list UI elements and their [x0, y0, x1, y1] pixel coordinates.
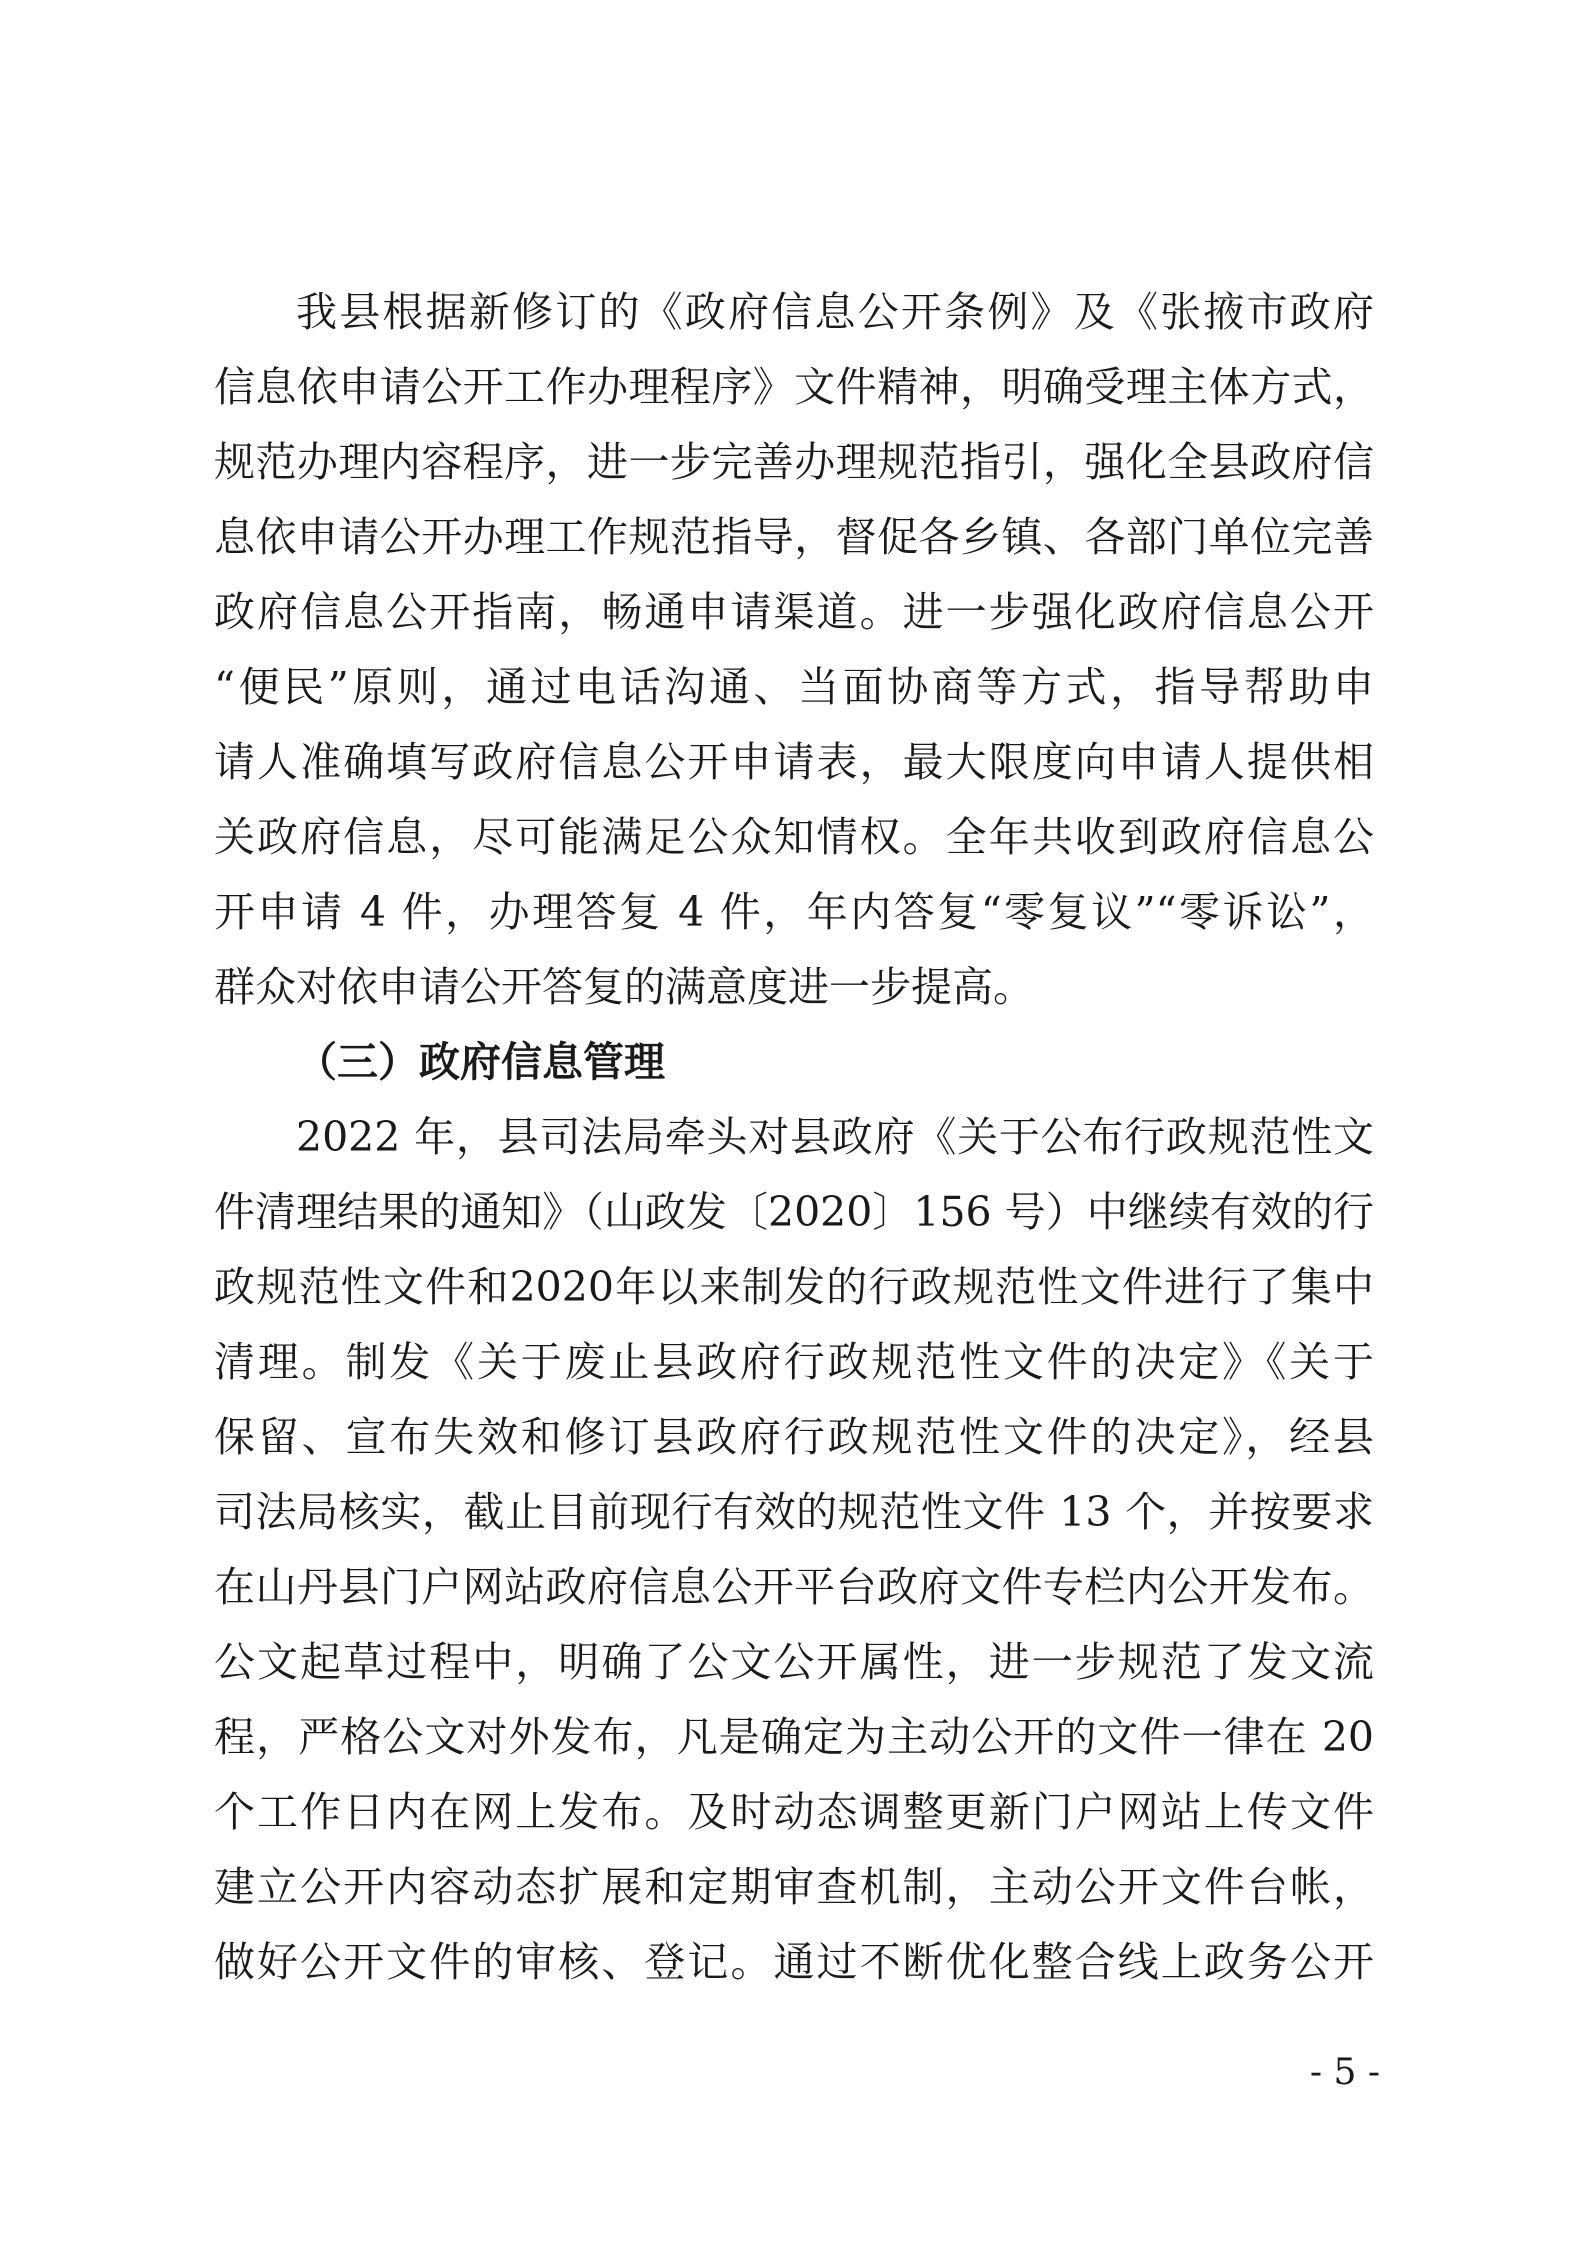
- body-text-line: 信息依申请公开工作办理程序》文件精神，明确受理主体方式，: [214, 363, 1374, 411]
- body-text-line: 司法局核实，截止目前现行有效的规范性文件 13 个，并按要求: [214, 1488, 1374, 1536]
- body-text-line: 开申请 4 件，办理答复 4 件，年内答复“零复议”“零诉讼”，: [214, 888, 1374, 936]
- body-text-line: 在山丹县门户网站政府信息公开平台政府文件专栏内公开发布。: [214, 1563, 1374, 1611]
- body-text-line: “便民”原则，通过电话沟通、当面协商等方式，指导帮助申: [214, 663, 1374, 711]
- body-text-line: 件清理结果的通知》（山政发〔2020〕156 号）中继续有效的行: [214, 1188, 1374, 1236]
- body-text-line: 政府信息公开指南，畅通申请渠道。进一步强化政府信息公开: [214, 588, 1374, 636]
- body-text-line: 群众对依申请公开答复的满意度进一步提高。: [214, 963, 1034, 1011]
- body-text-line: 保留、宣布失效和修订县政府行政规范性文件的决定》，经县: [214, 1413, 1374, 1461]
- body-text-line: 请人准确填写政府信息公开申请表，最大限度向申请人提供相: [214, 738, 1374, 786]
- body-text-line: 息依申请公开办理工作规范指导，督促各乡镇、各部门单位完善: [214, 513, 1374, 561]
- body-text-line: 个工作日内在网上发布。及时动态调整更新门户网站上传文件: [214, 1788, 1374, 1836]
- body-text-line: 清理。制发《关于废止县政府行政规范性文件的决定》《关于: [214, 1338, 1374, 1386]
- section-heading: （三）政府信息管理: [296, 1038, 665, 1086]
- body-text-line: 关政府信息，尽可能满足公众知情权。全年共收到政府信息公: [214, 813, 1374, 861]
- body-text-line: 政规范性文件和2020年以来制发的行政规范性文件进行了集中: [214, 1263, 1374, 1311]
- body-text-line: 规范办理内容程序，进一步完善办理规范指引，强化全县政府信: [214, 438, 1374, 486]
- body-text-line: 程，严格公文对外发布，凡是确定为主动公开的文件一律在 20: [214, 1713, 1374, 1761]
- body-text-line: 建立公开内容动态扩展和定期审查机制，主动公开文件台帐，: [214, 1863, 1374, 1911]
- body-text-line: 我县根据新修订的《政府信息公开条例》及《张掖市政府: [296, 288, 1374, 336]
- page-number: - 5 -: [1309, 2052, 1380, 2093]
- body-text-line: 2022 年，县司法局牵头对县政府《关于公布行政规范性文: [296, 1113, 1374, 1161]
- body-text-line: 做好公开文件的审核、登记。通过不断优化整合线上政务公开: [214, 1938, 1374, 1986]
- body-text-line: 公文起草过程中，明确了公文公开属性，进一步规范了发文流: [214, 1638, 1374, 1686]
